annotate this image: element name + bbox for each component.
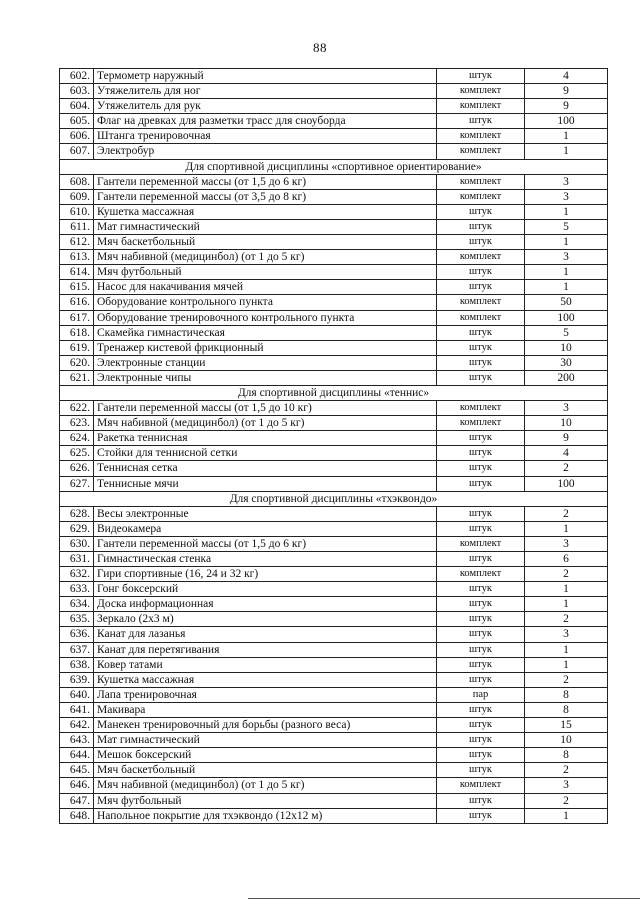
item-quantity: 100 [525, 114, 608, 129]
item-unit: штук [437, 793, 525, 808]
item-unit: штук [437, 627, 525, 642]
row-number: 637. [60, 642, 94, 657]
item-name: Утяжелитель для ног [94, 84, 437, 99]
row-number: 640. [60, 687, 94, 702]
table-row [60, 552, 608, 567]
item-unit: штук [437, 552, 525, 567]
table-row [60, 235, 608, 250]
item-unit: штук [437, 370, 525, 385]
item-name: Лапа тренировочная [94, 687, 437, 702]
row-number: 642. [60, 718, 94, 733]
row-number: 626. [60, 461, 94, 476]
row-number: 608. [60, 174, 94, 189]
item-unit: комплект [437, 401, 525, 416]
row-number: 617. [60, 310, 94, 325]
table-row [60, 99, 608, 114]
item-unit: штук [437, 325, 525, 340]
table-row [60, 295, 608, 310]
item-quantity: 5 [525, 219, 608, 234]
item-quantity: 2 [525, 506, 608, 521]
row-number: 641. [60, 702, 94, 717]
row-number: 633. [60, 582, 94, 597]
table-row [60, 401, 608, 416]
item-unit: комплект [437, 144, 525, 159]
table-row [60, 718, 608, 733]
item-unit: штук [437, 748, 525, 763]
table-row [60, 642, 608, 657]
table-row [60, 748, 608, 763]
table-row [60, 446, 608, 461]
item-name: Манекен тренировочный для борьбы (разного веса) [94, 718, 437, 733]
row-number: 631. [60, 552, 94, 567]
table-row [60, 506, 608, 521]
item-name: Макивара [94, 702, 437, 717]
item-quantity: 1 [525, 642, 608, 657]
table-row [60, 521, 608, 536]
item-unit: штук [437, 340, 525, 355]
item-name: Оборудование контрольного пункта [94, 295, 437, 310]
table-row [60, 597, 608, 612]
row-number: 629. [60, 521, 94, 536]
item-quantity: 3 [525, 250, 608, 265]
row-number: 604. [60, 99, 94, 114]
page-number: 88 [313, 40, 327, 55]
table-row [60, 733, 608, 748]
item-name: Мяч набивной (медицинбол) (от 1 до 5 кг) [94, 778, 437, 793]
item-unit: штук [437, 521, 525, 536]
item-name: Утяжелитель для рук [94, 99, 437, 114]
table-row [60, 189, 608, 204]
item-quantity: 3 [525, 174, 608, 189]
row-number: 624. [60, 431, 94, 446]
item-unit: комплект [437, 129, 525, 144]
item-unit: штук [437, 219, 525, 234]
section-title: Для спортивной дисциплины «тхэквондо» [60, 491, 608, 506]
item-quantity: 3 [525, 189, 608, 204]
row-number: 648. [60, 808, 94, 823]
row-number: 645. [60, 763, 94, 778]
item-unit: штук [437, 642, 525, 657]
item-quantity: 10 [525, 733, 608, 748]
table-row [60, 793, 608, 808]
item-unit: штук [437, 733, 525, 748]
item-quantity: 8 [525, 687, 608, 702]
item-unit: комплект [437, 536, 525, 551]
table-row [60, 687, 608, 702]
row-number: 607. [60, 144, 94, 159]
table-row [60, 627, 608, 642]
item-name: Оборудование тренировочного контрольного пункта [94, 310, 437, 325]
item-unit: комплект [437, 567, 525, 582]
item-name: Электронные станции [94, 355, 437, 370]
item-quantity: 10 [525, 340, 608, 355]
item-unit: штук [437, 718, 525, 733]
table-row [60, 174, 608, 189]
row-number: 620. [60, 355, 94, 370]
table-row [60, 84, 608, 99]
item-name: Термометр наружный [94, 69, 437, 84]
item-unit: штук [437, 808, 525, 823]
table-row [60, 280, 608, 295]
item-quantity: 3 [525, 778, 608, 793]
table-row [60, 612, 608, 627]
item-name: Насос для накачивания мячей [94, 280, 437, 295]
row-number: 625. [60, 446, 94, 461]
item-unit: штук [437, 672, 525, 687]
row-number: 638. [60, 657, 94, 672]
table-row [60, 431, 608, 446]
item-name: Теннисные мячи [94, 476, 437, 491]
row-number: 605. [60, 114, 94, 129]
item-name: Электробур [94, 144, 437, 159]
item-name: Гантели переменной массы (от 3,5 до 8 кг) [94, 189, 437, 204]
item-quantity: 1 [525, 204, 608, 219]
item-unit: штук [437, 355, 525, 370]
item-name: Ракетка теннисная [94, 431, 437, 446]
item-name: Напольное покрытие для тхэквондо (12х12 м) [94, 808, 437, 823]
table-row [60, 808, 608, 823]
item-unit: штук [437, 114, 525, 129]
item-unit: штук [437, 612, 525, 627]
item-quantity: 200 [525, 370, 608, 385]
item-name: Мат гимнастический [94, 733, 437, 748]
row-number: 616. [60, 295, 94, 310]
item-quantity: 4 [525, 69, 608, 84]
item-quantity: 2 [525, 461, 608, 476]
item-unit: пар [437, 687, 525, 702]
row-number: 646. [60, 778, 94, 793]
item-unit: штук [437, 476, 525, 491]
item-unit: штук [437, 582, 525, 597]
item-unit: штук [437, 265, 525, 280]
item-quantity: 1 [525, 144, 608, 159]
item-name: Штанга тренировочная [94, 129, 437, 144]
section-title: Для спортивной дисциплины «теннис» [60, 385, 608, 400]
item-unit: штук [437, 657, 525, 672]
item-unit: комплект [437, 84, 525, 99]
row-number: 612. [60, 235, 94, 250]
row-number: 623. [60, 416, 94, 431]
item-name: Теннисная сетка [94, 461, 437, 476]
item-quantity: 9 [525, 431, 608, 446]
row-number: 610. [60, 204, 94, 219]
item-unit: комплект [437, 416, 525, 431]
row-number: 619. [60, 340, 94, 355]
item-quantity: 1 [525, 597, 608, 612]
item-name: Мешок боксерский [94, 748, 437, 763]
row-number: 634. [60, 597, 94, 612]
row-number: 614. [60, 265, 94, 280]
table-row [60, 582, 608, 597]
item-unit: комплект [437, 250, 525, 265]
table-row [60, 265, 608, 280]
row-number: 632. [60, 567, 94, 582]
item-name: Зеркало (2х3 м) [94, 612, 437, 627]
row-number: 630. [60, 536, 94, 551]
item-quantity: 1 [525, 280, 608, 295]
item-name: Канат для перетягивания [94, 642, 437, 657]
equipment-table [59, 68, 608, 824]
table-row [60, 702, 608, 717]
item-name: Гантели переменной массы (от 1,5 до 10 кг) [94, 401, 437, 416]
item-name: Кушетка массажная [94, 204, 437, 219]
row-number: 635. [60, 612, 94, 627]
table-row [60, 310, 608, 325]
table-row [60, 204, 608, 219]
item-name: Мяч баскетбольный [94, 235, 437, 250]
item-quantity: 3 [525, 401, 608, 416]
item-quantity: 6 [525, 552, 608, 567]
item-unit: комплект [437, 189, 525, 204]
row-number: 609. [60, 189, 94, 204]
item-unit: комплект [437, 778, 525, 793]
item-quantity: 1 [525, 582, 608, 597]
item-quantity: 1 [525, 235, 608, 250]
item-name: Тренажер кистевой фрикционный [94, 340, 437, 355]
item-unit: штук [437, 702, 525, 717]
table-row [60, 763, 608, 778]
equipment-table-body [60, 69, 608, 824]
item-name: Флаг на древках для разметки трасс для сноуборда [94, 114, 437, 129]
section-header-row [60, 159, 608, 174]
item-quantity: 100 [525, 310, 608, 325]
item-name: Мяч футбольный [94, 265, 437, 280]
section-header-row [60, 385, 608, 400]
item-name: Мяч набивной (медицинбол) (от 1 до 5 кг) [94, 250, 437, 265]
table-row [60, 114, 608, 129]
item-unit: штук [437, 446, 525, 461]
item-quantity: 3 [525, 627, 608, 642]
item-name: Скамейка гимнастическая [94, 325, 437, 340]
table-row [60, 778, 608, 793]
row-number: 606. [60, 129, 94, 144]
item-unit: штук [437, 763, 525, 778]
item-quantity: 4 [525, 446, 608, 461]
item-quantity: 5 [525, 325, 608, 340]
item-quantity: 10 [525, 416, 608, 431]
table-row [60, 219, 608, 234]
item-quantity: 2 [525, 567, 608, 582]
section-header-row [60, 491, 608, 506]
item-name: Мяч баскетбольный [94, 763, 437, 778]
item-quantity: 50 [525, 295, 608, 310]
item-name: Видеокамера [94, 521, 437, 536]
item-name: Гантели переменной массы (от 1,5 до 6 кг) [94, 536, 437, 551]
item-quantity: 1 [525, 808, 608, 823]
row-number: 602. [60, 69, 94, 84]
item-quantity: 3 [525, 536, 608, 551]
item-name: Весы электронные [94, 506, 437, 521]
row-number: 613. [60, 250, 94, 265]
table-row [60, 657, 608, 672]
item-unit: штук [437, 597, 525, 612]
table-row [60, 325, 608, 340]
row-number: 639. [60, 672, 94, 687]
item-quantity: 30 [525, 355, 608, 370]
row-number: 647. [60, 793, 94, 808]
item-unit: комплект [437, 174, 525, 189]
item-name: Электронные чипы [94, 370, 437, 385]
item-quantity: 2 [525, 793, 608, 808]
table-row [60, 355, 608, 370]
item-name: Кушетка массажная [94, 672, 437, 687]
table-row [60, 416, 608, 431]
row-number: 622. [60, 401, 94, 416]
row-number: 611. [60, 219, 94, 234]
table-row [60, 672, 608, 687]
item-quantity: 2 [525, 612, 608, 627]
item-name: Мяч футбольный [94, 793, 437, 808]
section-title: Для спортивной дисциплины «спортивное ориентирование» [60, 159, 608, 174]
item-quantity: 1 [525, 521, 608, 536]
row-number: 644. [60, 748, 94, 763]
table-row [60, 567, 608, 582]
item-name: Канат для лазанья [94, 627, 437, 642]
row-number: 643. [60, 733, 94, 748]
row-number: 621. [60, 370, 94, 385]
item-quantity: 1 [525, 129, 608, 144]
item-unit: штук [437, 235, 525, 250]
item-quantity: 2 [525, 672, 608, 687]
item-quantity: 9 [525, 99, 608, 114]
table-row [60, 340, 608, 355]
item-name: Мяч набивной (медицинбол) (от 1 до 5 кг) [94, 416, 437, 431]
row-number: 636. [60, 627, 94, 642]
item-quantity: 15 [525, 718, 608, 733]
table-row [60, 250, 608, 265]
item-name: Гантели переменной массы (от 1,5 до 6 кг) [94, 174, 437, 189]
item-name: Гонг боксерский [94, 582, 437, 597]
item-quantity: 9 [525, 84, 608, 99]
item-name: Стойки для теннисной сетки [94, 446, 437, 461]
item-name: Доска информационная [94, 597, 437, 612]
row-number: 618. [60, 325, 94, 340]
table-row [60, 144, 608, 159]
row-number: 627. [60, 476, 94, 491]
row-number: 628. [60, 506, 94, 521]
item-unit: штук [437, 431, 525, 446]
item-unit: комплект [437, 310, 525, 325]
item-name: Гири спортивные (16, 24 и 32 кг) [94, 567, 437, 582]
item-quantity: 8 [525, 748, 608, 763]
item-name: Гимнастическая стенка [94, 552, 437, 567]
item-name: Ковер татами [94, 657, 437, 672]
table-row [60, 461, 608, 476]
table-row [60, 69, 608, 84]
item-unit: штук [437, 204, 525, 219]
table-row [60, 370, 608, 385]
item-quantity: 8 [525, 702, 608, 717]
page-edge-divider [248, 898, 640, 899]
item-quantity: 1 [525, 265, 608, 280]
item-unit: штук [437, 506, 525, 521]
item-unit: штук [437, 69, 525, 84]
row-number: 603. [60, 84, 94, 99]
item-quantity: 1 [525, 657, 608, 672]
table-row [60, 536, 608, 551]
item-unit: штук [437, 461, 525, 476]
item-unit: комплект [437, 295, 525, 310]
row-number: 615. [60, 280, 94, 295]
table-row [60, 476, 608, 491]
item-quantity: 2 [525, 763, 608, 778]
item-quantity: 100 [525, 476, 608, 491]
item-name: Мат гимнастический [94, 219, 437, 234]
item-unit: комплект [437, 99, 525, 114]
item-unit: штук [437, 280, 525, 295]
table-row [60, 129, 608, 144]
